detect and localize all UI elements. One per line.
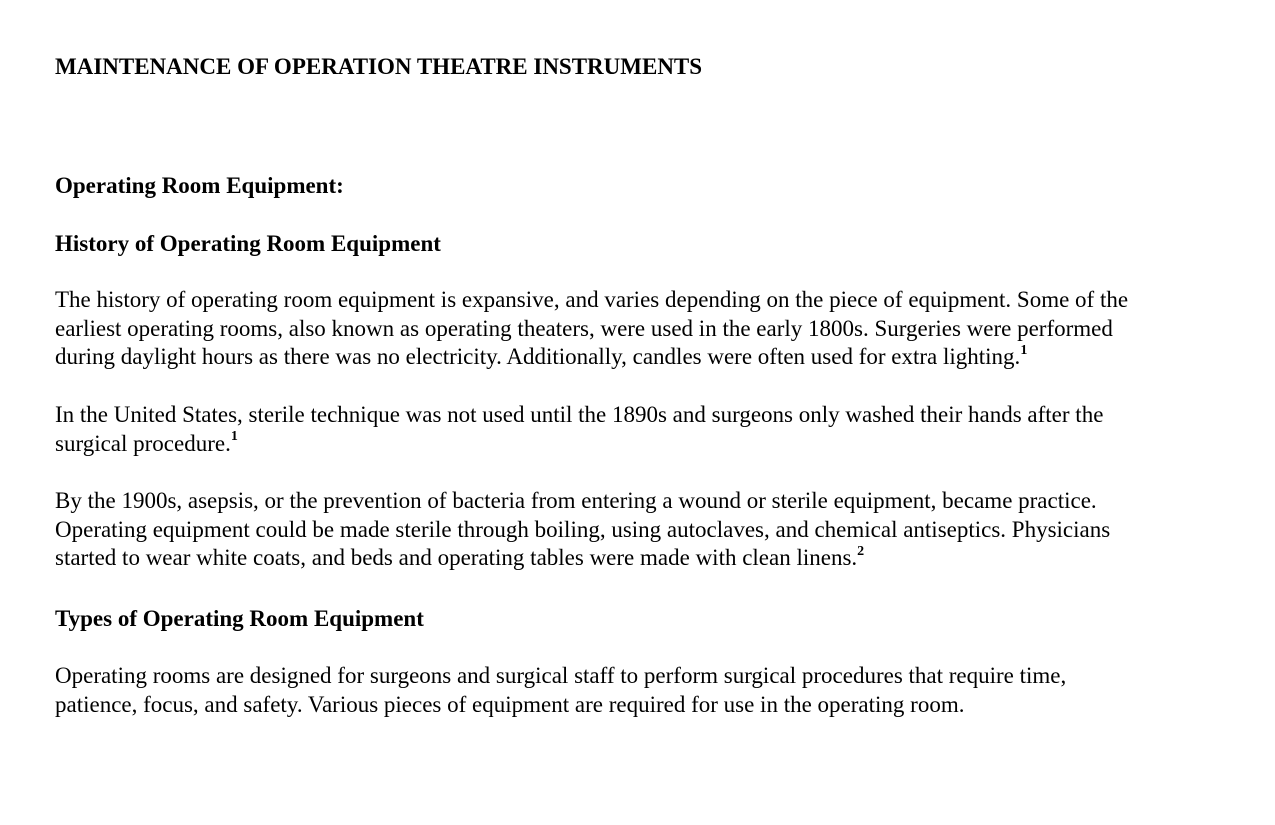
types-paragraph-1-line-2: patience, focus, and safety. Various pieces of equipment are required for use in the operating room. (55, 691, 965, 717)
footnote-reference: 1 (230, 429, 238, 445)
history-paragraph-3-line-3 (55, 544, 1235, 573)
section-heading-operating-room-equipment: Operating Room Equipment: (55, 173, 344, 198)
document-title: MAINTENANCE OF OPERATION THEATRE INSTRUMENTS (55, 54, 703, 79)
history-paragraph-2-line-1: In the United States, sterile technique was not used until the 1890s and surgeons only washed their hands after the (55, 402, 1104, 427)
types-paragraph-1-line-1: Operating rooms are designed for surgeons and surgical staff to perform surgical procedures that require time, (55, 663, 1067, 688)
history-paragraph-2-line-2-text: surgical procedure. (55, 430, 231, 456)
footnote-reference: 2 (857, 543, 865, 559)
history-paragraph-2 (55, 401, 1235, 458)
history-paragraph-1-line-2: earliest operating rooms, also known as operating theaters, were used in the early 1800s. Surgeries were performed (55, 315, 1113, 341)
footnote-reference: 1 (1020, 342, 1028, 358)
history-paragraph-3-line-1: By the 1900s, asepsis, or the prevention of bacteria from entering a wound or sterile equipment, became practice. (55, 488, 1097, 513)
history-paragraph-1-line-3 (55, 343, 1235, 372)
heading-types: Types of Operating Room Equipment (55, 606, 424, 631)
history-paragraph-3-line-2: Operating equipment could be made sterile through boiling, using autoclaves, and chemical antiseptics. Physicians (55, 516, 1111, 542)
history-paragraph-1 (55, 286, 1235, 372)
history-paragraph-1-line-3-text: during daylight hours as there was no electricity. Additionally, candles were often used for extra lighting. (55, 344, 1021, 370)
history-paragraph-3-line-3-text: started to wear white coats, and beds and operating tables were made with clean linens. (55, 545, 858, 571)
history-paragraph-2-line-2 (55, 430, 1235, 459)
history-paragraph-1-line-1: The history of operating room equipment is expansive, and varies depending on the piece of equipment. Some of the (55, 287, 1129, 312)
history-paragraph-3 (55, 487, 1235, 573)
types-paragraph-1 (55, 662, 1235, 719)
heading-history: History of Operating Room Equipment (55, 231, 441, 256)
